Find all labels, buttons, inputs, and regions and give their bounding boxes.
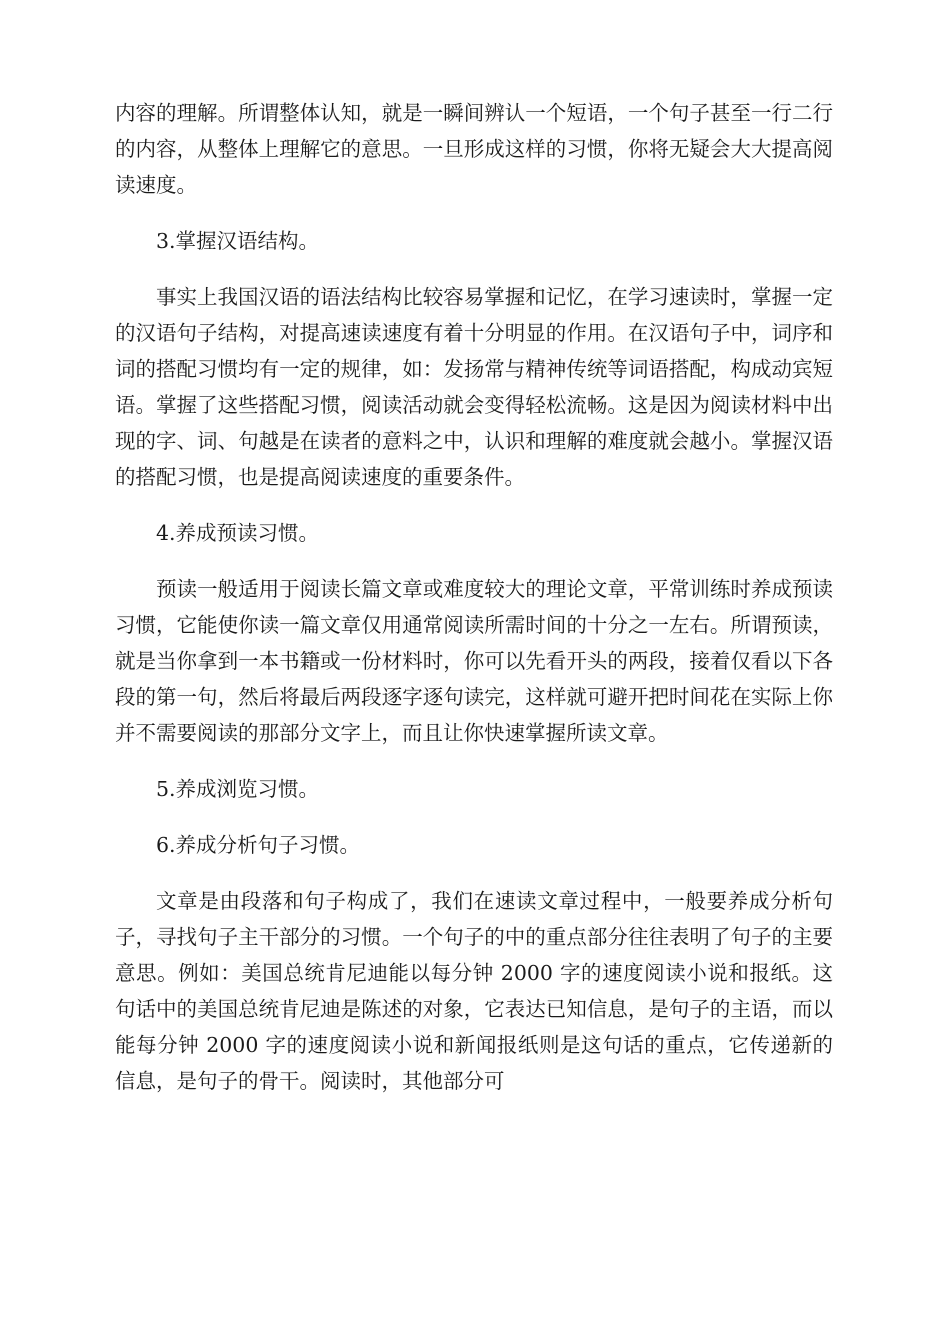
section-heading-5: 5.养成浏览习惯。: [156, 777, 320, 801]
paragraph-grammar-structure: 事实上我国汉语的语法结构比较容易掌握和记忆，在学习速读时，掌握一定的汉语句子结构，对提高速读速度有着十分明显的作用。在汉语句子中，词序和词的搭配习惯均有一定的规律，如：发扬常与精神传统等词语搭配，构成动宾短语。掌握了这些搭配习惯，阅读活动就会变得轻松流畅。这是因为阅读材料中出现的字、词、句越是在读者的意料之中，认识和理解的难度就会越小。掌握汉语的搭配习惯，也是提高阅读速度的重要条件。: [115, 285, 833, 489]
section-heading-3: 3.掌握汉语结构。: [156, 229, 320, 253]
section-heading-6: 6.养成分析句子习惯。: [156, 833, 361, 857]
paragraph-pre-reading: 预读一般适用于阅读长篇文章或难度较大的理论文章，平常训练时养成预读习惯，它能使你读一篇文章仅用通常阅读所需时间的十分之一左右。所谓预读，就是当你拿到一本书籍或一份材料时，你可以先看开头的两段，接着仅看以下各段的第一句，然后将最后两段逐字逐句读完，这样就可避开把时间花在实际上你并不需要阅读的那部分文字上，而且让你快速掌握所读文章。: [115, 577, 833, 745]
section-heading-4: 4.养成预读习惯。: [156, 521, 320, 545]
paragraph-continuation: 内容的理解。所谓整体认知，就是一瞬间辨认一个短语，一个句子甚至一行二行的内容，从整体上理解它的意思。一旦形成这样的习惯，你将无疑会大大提高阅读速度。: [115, 101, 833, 197]
document-page: [115, 95, 833, 1119]
paragraph-sentence-analysis: 文章是由段落和句子构成了，我们在速读文章过程中，一般要养成分析句子，寻找句子主干部分的习惯。一个句子的中的重点部分往往表明了句子的主要意思。例如：美国总统肯尼迪能以每分钟 2000 字的速度阅读小说和报纸。这句话中的美国总统肯尼迪是陈述的对象，它表达已知信息，是句子的主语，而以能每分钟 2000 字的速度阅读小说和新闻报纸则是这句话的重点，它传递新的信息，是句子的骨干。阅读时，其他部分可: [115, 889, 833, 1093]
